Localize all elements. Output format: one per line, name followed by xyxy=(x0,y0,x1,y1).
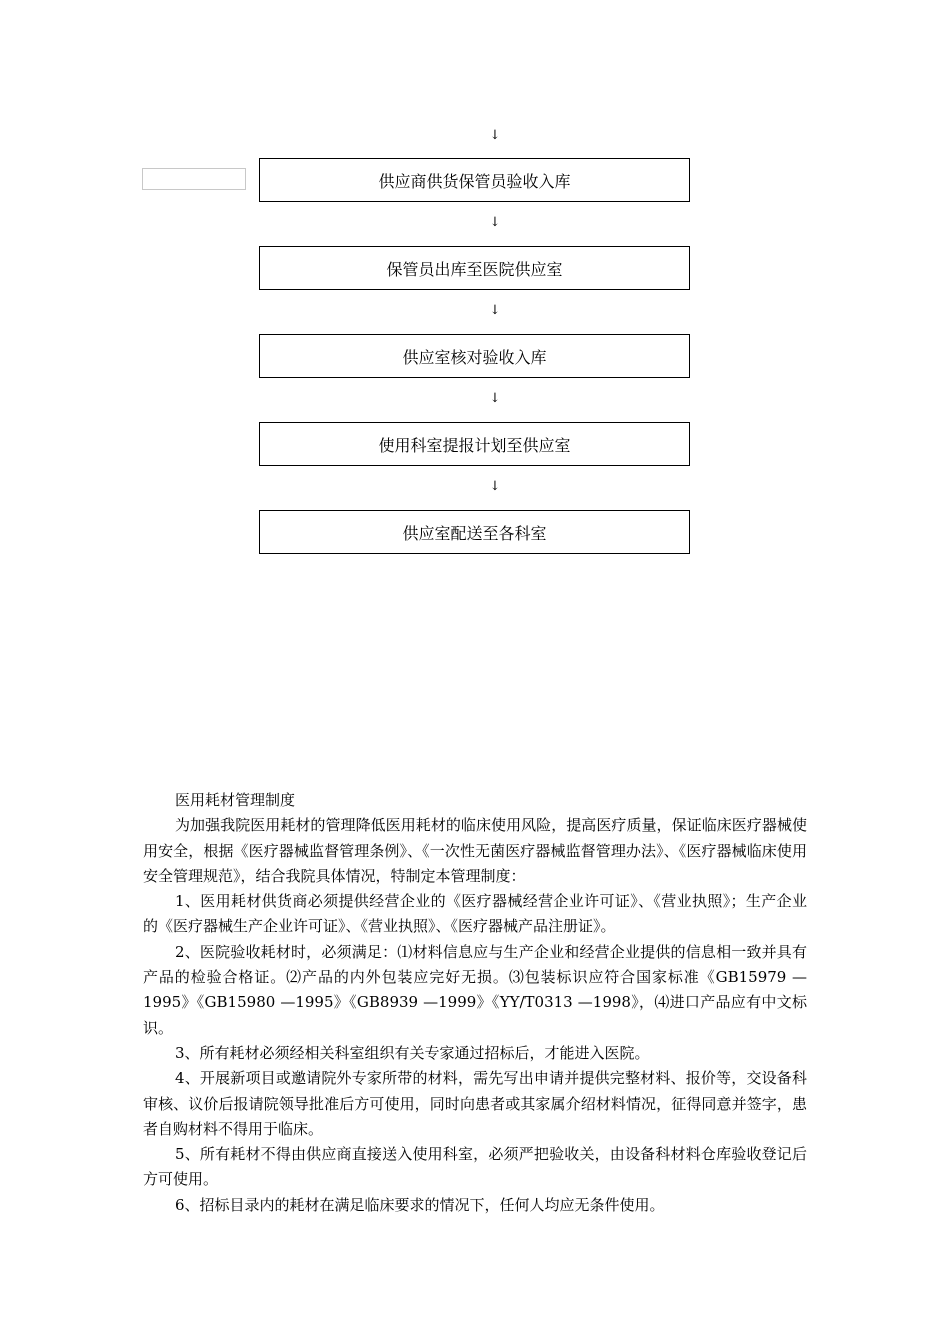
rule-item: 1、医用耗材供货商必须提供经营企业的《医疗器械经营企业许可证》、《营业执照》；生产企业的《医疗器械生产企业许可证》、《营业执照》、《医疗器械产品注册证》。 xyxy=(143,892,807,936)
empty-side-box xyxy=(142,168,246,190)
document-intro: 为加强我院医用耗材的管理降低医用耗材的临床使用风险，提高医疗质量，保证临床医疗器械使用安全，根据《医疗器械监督管理条例》、《一次性无菌医疗器械监督管理办法》、《医疗器械临床使用安全管理规范》，结合我院具体情况，特制定本管理制度： xyxy=(143,816,807,885)
rule-item: 4、开展新项目或邀请院外专家所带的材料，需先写出申请并提供完整材料、报价等，交设备科审核、议价后报请院领导批准后方可使用，同时向患者或其家属介绍材料情况，征得同意并签字，患者自购材料不得用于临床。 xyxy=(143,1069,807,1138)
rule-item: 6、招标目录内的耗材在满足临床要求的情况下，任何人均应无条件使用。 xyxy=(175,1195,665,1214)
rule-item: 5、所有耗材不得由供应商直接送入使用科室，必须严把验收关，由设备科材料仓库验收登记后方可使用。 xyxy=(143,1145,807,1189)
flow-step-distribution: 供应室配送至各科室 xyxy=(259,510,690,554)
flow-step-supply-room-check: 供应室核对验收入库 xyxy=(259,334,690,378)
flow-step-supplier-receipt: 供应商供货保管员验收入库 xyxy=(259,158,690,202)
rule-item: 3、所有耗材必须经相关科室组织有关专家通过招标后，才能进入医院。 xyxy=(175,1043,650,1062)
down-arrow-icon: ↓ xyxy=(489,479,501,494)
flow-step-issue-to-supply-room: 保管员出库至医院供应室 xyxy=(259,246,690,290)
down-arrow-icon: ↓ xyxy=(489,303,501,318)
regulation-document xyxy=(143,788,807,1218)
down-arrow-icon: ↓ xyxy=(489,391,501,406)
down-arrow-icon: ↓ xyxy=(489,215,501,230)
flow-step-department-request: 使用科室提报计划至供应室 xyxy=(259,422,690,466)
down-arrow-icon: ↓ xyxy=(489,128,501,143)
document-title: 医用耗材管理制度 xyxy=(175,791,296,809)
rule-item: 2、医院验收耗材时，必须满足：⑴材料信息应与生产企业和经营企业提供的信息相一致并具有产品的检验合格证。⑵产品的内外包装应完好无损。⑶包装标识应符合国家标准《GB15979 —1995》《GB15980 —1995》《GB8939 —1999》《YY/T0313 —1998》，⑷进口产品应有中文标识。 xyxy=(143,942,807,1037)
